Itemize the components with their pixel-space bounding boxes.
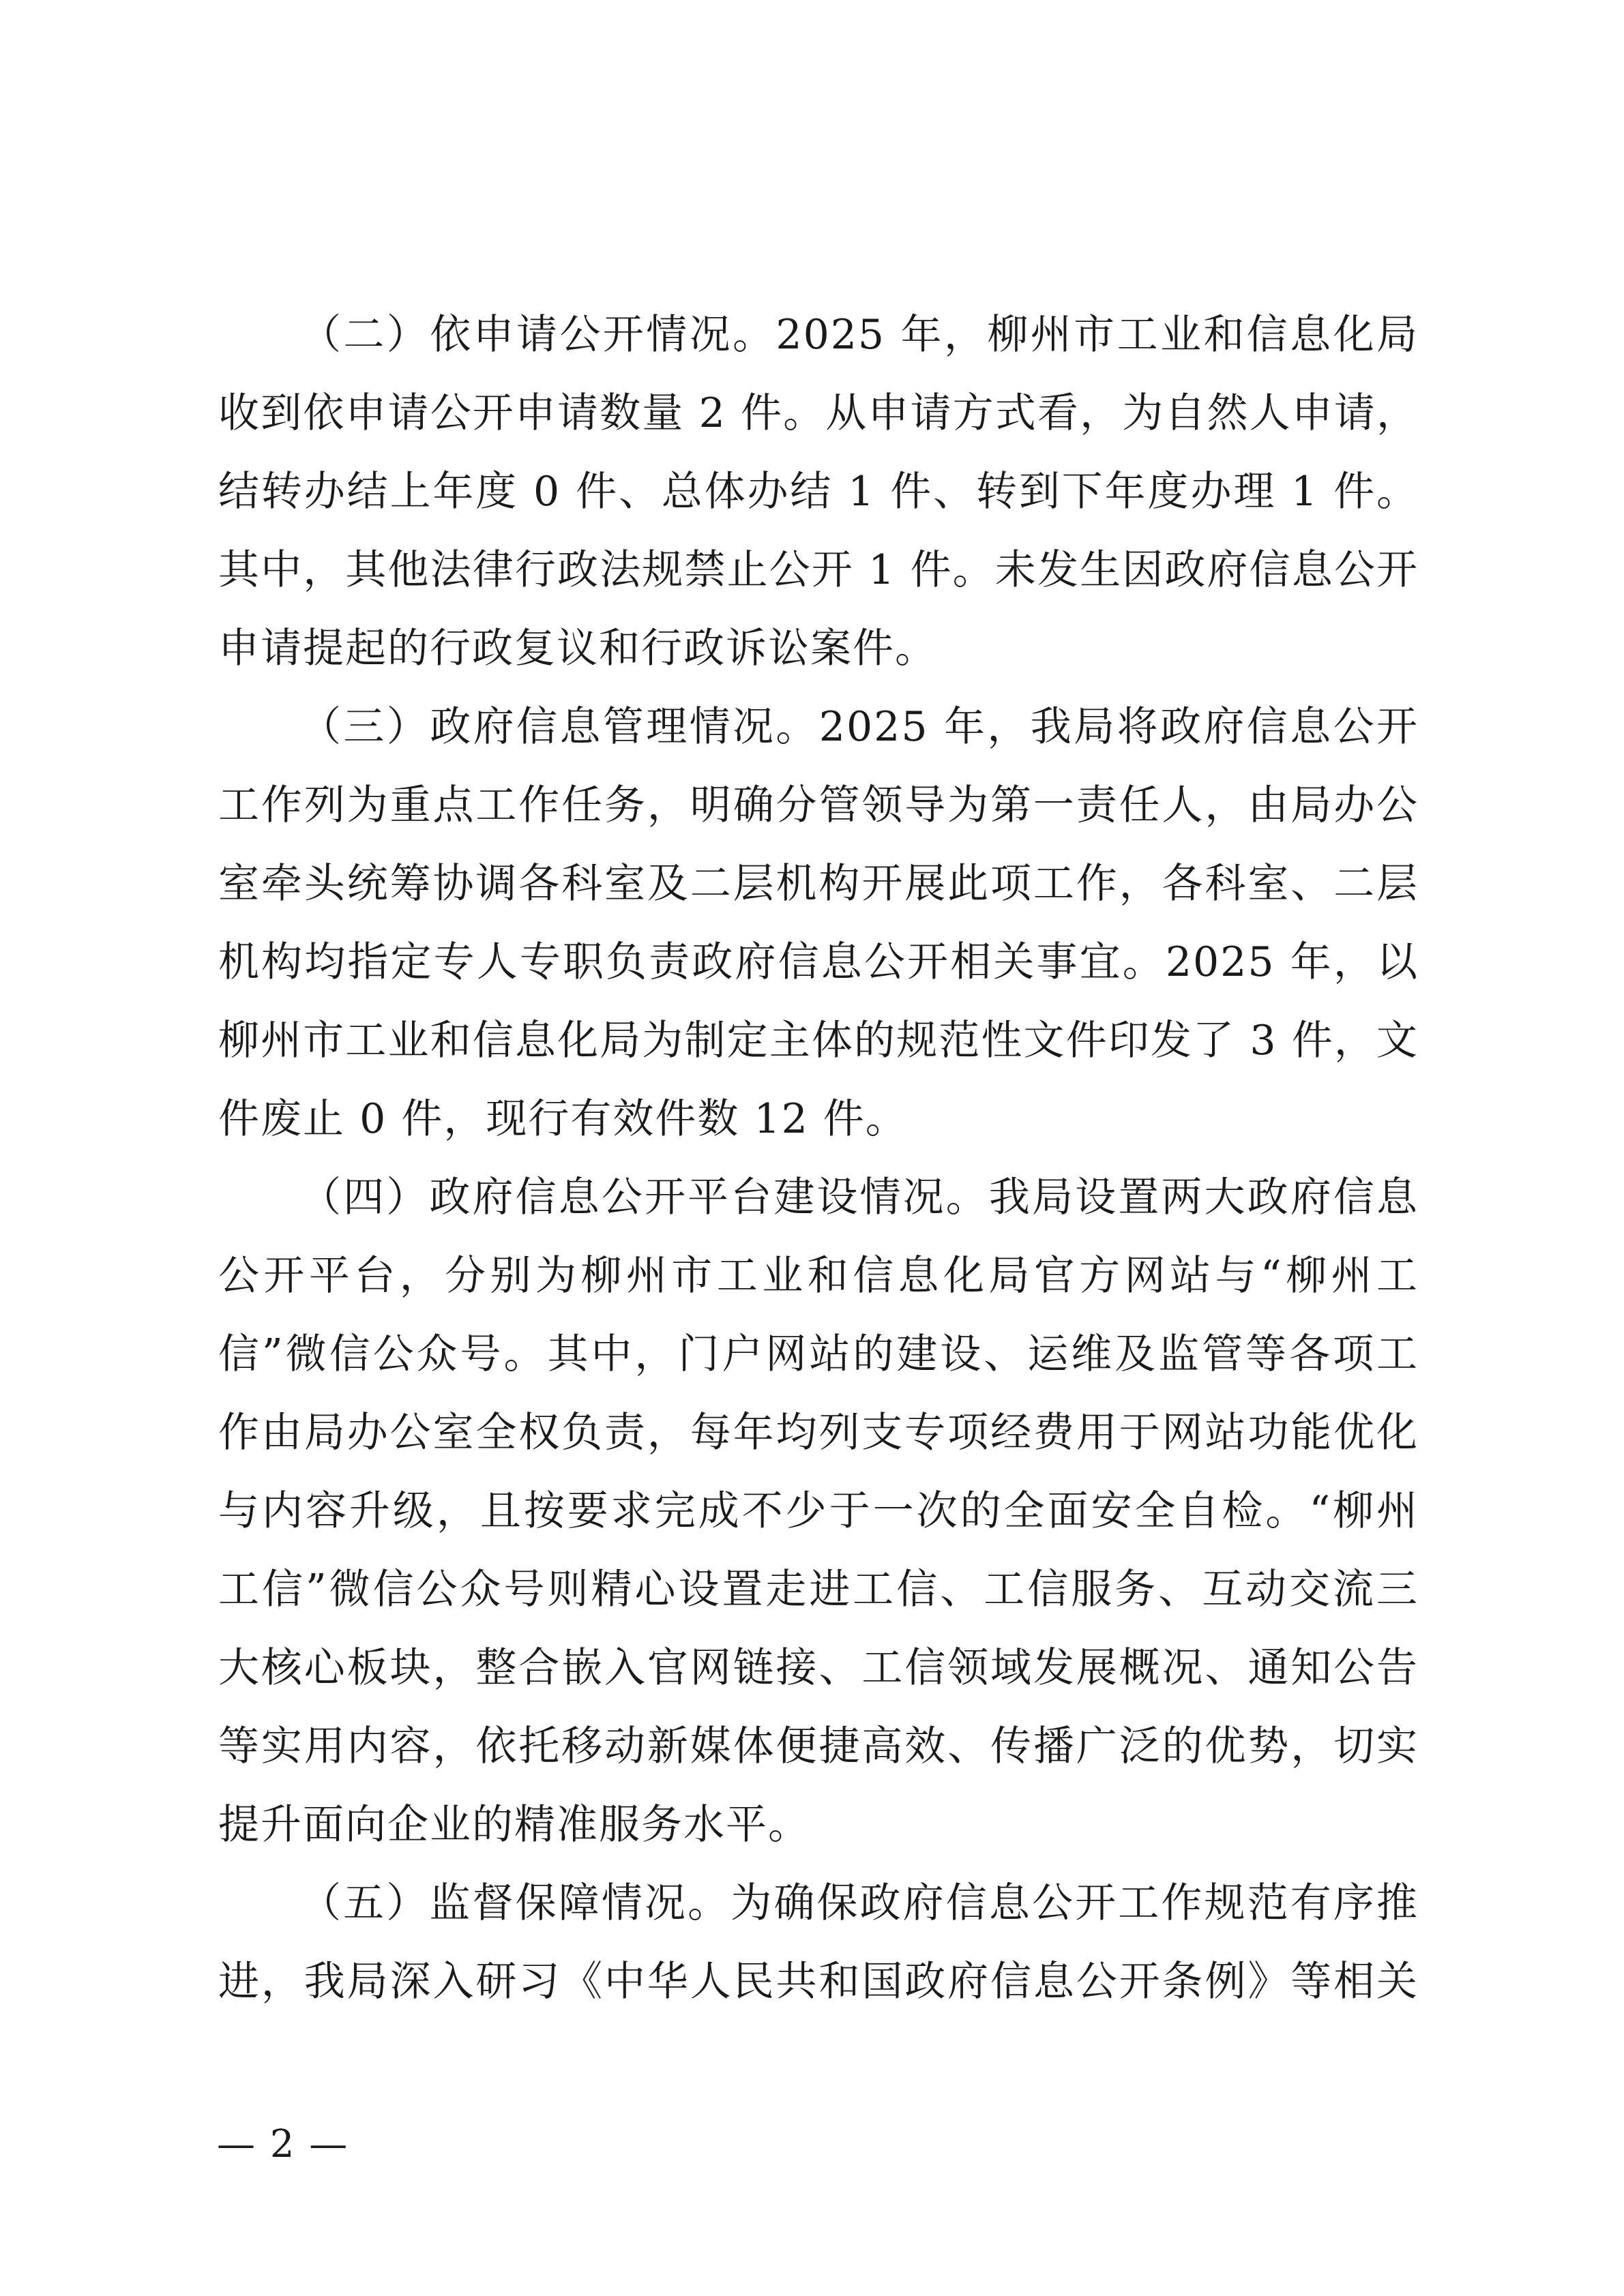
paragraph-platform-construction: （四）政府信息公开平台建设情况。我局设置两大政府信息公开平台，分别为柳州市工业和信息化局官方网站与“柳州工信”微信公众号。其中，门户网站的建设、运维及监管等各项工作由局办公室全权负责，每年均列支专项经费用于网站功能优化与内容升级，且按要求完成不少于一次的全面安全自检。“柳州工信”微信公众号则精心设置走进工信、工信服务、互动交流三大核心板块，整合嵌入官网链接、工信领域发展概况、通知公告等实用内容，依托移动新媒体便捷高效、传播广泛的优势，切实提升面向企业的精准服务水平。 bbox=[218, 1174, 1419, 1849]
document-body bbox=[218, 296, 1419, 2021]
paragraph-application-disclosure: （二）依申请公开情况。2025 年，柳州市工业和信息化局收到依申请公开申请数量 2 件。从申请方式看，为自然人申请，结转办结上年度 0 件、总体办结 1 件、转到下年度办理 1 件。其中，其他法律行政法规禁止公开 1 件。未发生因政府信息公开申请提起的行政复议和行政诉讼案件。 bbox=[218, 311, 1419, 672]
paragraph-supervision: （五）监督保障情况。为确保政府信息公开工作规范有序推进，我局深入研习《中华人民共和国政府信息公开条例》等相关 bbox=[218, 1879, 1419, 2006]
page-number: — 2 — bbox=[217, 2122, 349, 2166]
paragraph-information-management: （三）政府信息管理情况。2025 年，我局将政府信息公开工作列为重点工作任务，明确分管领导为第一责任人，由局办公室牵头统筹协调各科室及二层机构开展此项工作，各科室、二层机构均指定专人专职负责政府信息公开相关事宜。2025 年，以柳州市工业和信息化局为制定主体的规范性文件印发了 3 件，文件废止 0 件，现行有效件数 12 件。 bbox=[218, 703, 1419, 1143]
